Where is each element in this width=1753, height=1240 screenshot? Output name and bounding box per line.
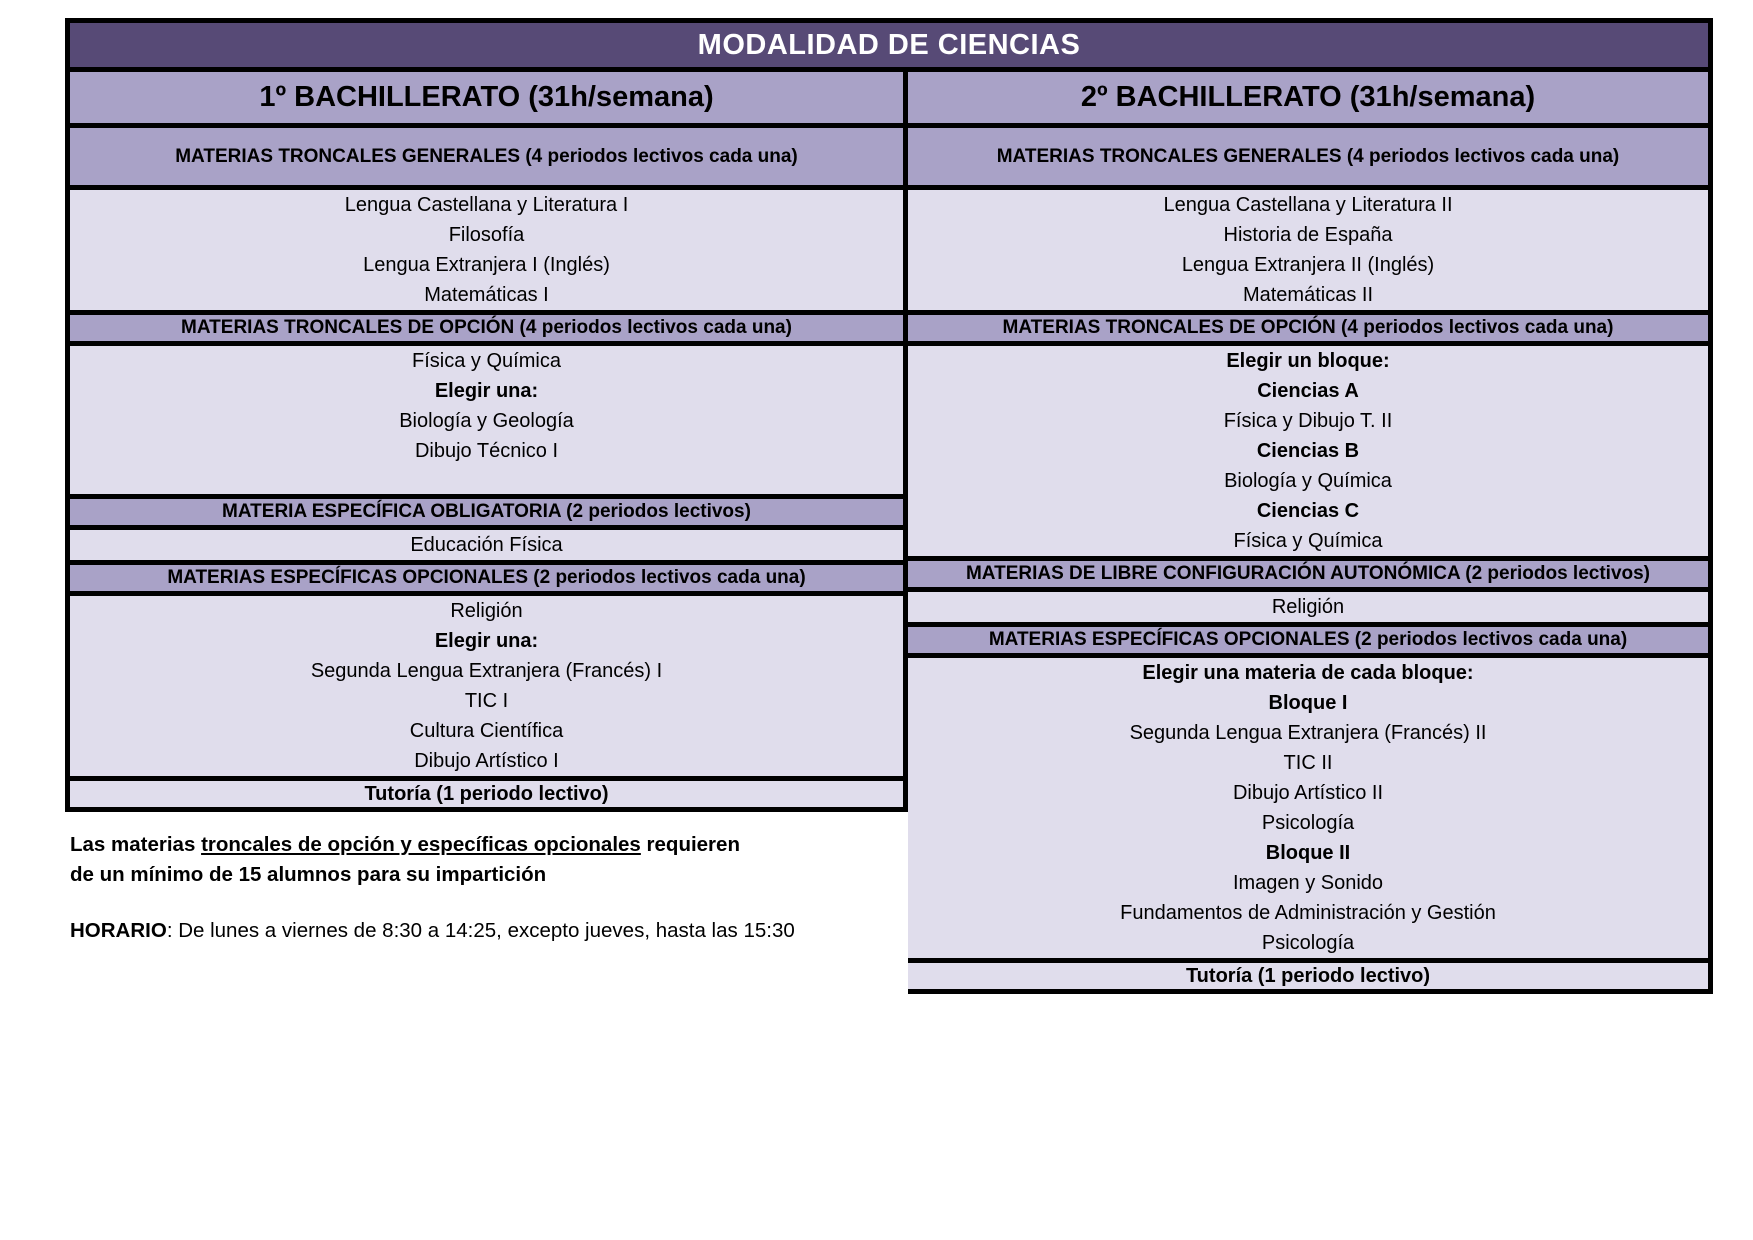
table-title: MODALIDAD DE CIENCIAS: [65, 18, 1713, 72]
subject-line: Dibujo Artístico I: [414, 750, 559, 772]
subject-line: Religión: [1271, 596, 1345, 618]
section-header: MATERIAS TRONCALES DE OPCIÓN (4 periodos lectivos cada una): [70, 315, 903, 346]
schedule-note: [70, 916, 890, 946]
column-bachillerato-2: [908, 72, 1713, 994]
tutoria-row: Tutoría (1 periodo lectivo): [70, 781, 903, 812]
subject-line: Física y Dibujo T. II: [1223, 410, 1393, 432]
section-header: MATERIAS ESPECÍFICAS OPCIONALES (2 periodos lectivos cada una): [908, 627, 1708, 658]
subject-line: Matemáticas II: [1242, 284, 1374, 306]
subject-line-emphasis: Ciencias B: [1256, 440, 1360, 462]
column-header-bachillerato-2: 2º BACHILLERATO (31h/semana): [908, 72, 1708, 128]
section-header: MATERIAS ESPECÍFICAS OPCIONALES (2 periodos lectivos cada una): [70, 565, 903, 596]
note-prefix: Las materias: [70, 833, 202, 856]
subject-list: [70, 530, 903, 565]
column-rows: [908, 128, 1708, 994]
subject-line: Psicología: [1261, 812, 1355, 834]
subject-line: Lengua Castellana y Literatura II: [1163, 194, 1453, 216]
subject-line-emphasis: Bloque I: [1268, 692, 1348, 714]
subject-line: TIC II: [1283, 752, 1333, 774]
note-line2: de un mínimo de 15 alumnos para su impartición: [70, 863, 547, 886]
subject-line-emphasis: Elegir una materia de cada bloque:: [1142, 662, 1474, 684]
subject-line: Física y Química: [1233, 530, 1383, 552]
note-suffix: requieren: [640, 833, 740, 856]
section-header: MATERIAS DE LIBRE CONFIGURACIÓN AUTONÓMICA (2 periodos lectivos): [908, 561, 1708, 592]
subject-line-emphasis: Elegir una:: [434, 630, 539, 652]
column-bachillerato-1: [65, 72, 908, 812]
subject-line: Imagen y Sonido: [1232, 872, 1384, 894]
section-header: MATERIA ESPECÍFICA OBLIGATORIA (2 periodos lectivos): [70, 499, 903, 530]
minimum-students-note: [70, 830, 890, 890]
subject-line: Educación Física: [410, 534, 563, 556]
subject-line: Física y Química: [412, 350, 561, 372]
subject-line: Fundamentos de Administración y Gestión: [1120, 902, 1496, 924]
section-header: MATERIAS TRONCALES DE OPCIÓN (4 periodos lectivos cada una): [908, 315, 1708, 346]
subject-line-emphasis: Elegir un bloque:: [1226, 350, 1390, 372]
subject-list: [908, 658, 1708, 963]
subject-line-emphasis: Elegir una:: [434, 380, 539, 402]
subject-line: Biología y Química: [1224, 470, 1392, 492]
subject-line: TIC I: [464, 690, 509, 712]
section-header: MATERIAS TRONCALES GENERALES (4 periodos lectivos cada una): [70, 128, 903, 190]
column-rows: [70, 128, 903, 812]
subject-line: Dibujo Técnico I: [414, 440, 559, 462]
subject-line: Lengua Castellana y Literatura I: [344, 194, 629, 216]
subject-line-emphasis: Ciencias A: [1257, 380, 1359, 402]
subject-line: Historia de España: [1223, 224, 1393, 246]
column-header-bachillerato-1: 1º BACHILLERATO (31h/semana): [70, 72, 903, 128]
subject-line: Matemáticas I: [424, 284, 549, 306]
subject-line: Lengua Extranjera II (Inglés): [1181, 254, 1435, 276]
subject-line: Biología y Geología: [399, 410, 574, 432]
subject-line-emphasis: Ciencias C: [1256, 500, 1360, 522]
schedule-text: : De lunes a viernes de 8:30 a 14:25, excepto jueves, hasta las 15:30: [166, 919, 795, 942]
section-header: MATERIAS TRONCALES GENERALES (4 periodos lectivos cada una): [908, 128, 1708, 190]
subject-list: [70, 346, 903, 499]
subject-list: [908, 592, 1708, 627]
subject-list: [908, 190, 1708, 315]
tutoria-row: Tutoría (1 periodo lectivo): [908, 963, 1708, 994]
schedule-label: HORARIO: [70, 919, 167, 942]
subject-line: Dibujo Artístico II: [1232, 782, 1384, 804]
subject-line: Lengua Extranjera I (Inglés): [363, 254, 610, 276]
subject-line-emphasis: Bloque II: [1265, 842, 1351, 864]
subject-line: Religión: [450, 600, 523, 622]
subject-list: [908, 346, 1708, 561]
subject-line: Segunda Lengua Extranjera (Francés) II: [1129, 722, 1487, 744]
subject-line: Psicología: [1261, 932, 1355, 954]
subject-line: Segunda Lengua Extranjera (Francés) I: [310, 660, 663, 682]
note-underlined: troncales de opción y específicas opcionales: [201, 833, 641, 856]
subject-list: [70, 190, 903, 315]
subject-line: Filosofía: [448, 224, 525, 246]
subject-list: [70, 596, 903, 781]
footnotes: [70, 830, 890, 946]
subject-line: Cultura Científica: [409, 720, 564, 742]
